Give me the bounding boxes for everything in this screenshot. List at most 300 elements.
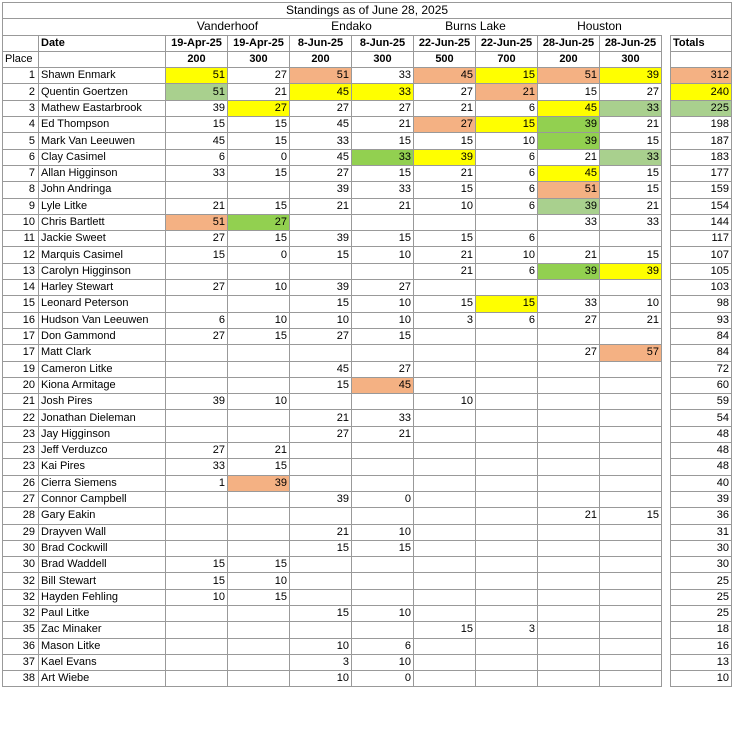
venue-row [3, 19, 732, 35]
table-row [3, 165, 732, 181]
score-cell: 10 [476, 133, 538, 149]
table-row [3, 540, 732, 556]
score-cell: 15 [166, 247, 228, 263]
distance-header: 300 [352, 51, 414, 67]
total-cell: 31 [671, 524, 732, 540]
total-cell: 107 [671, 247, 732, 263]
table-row [3, 459, 732, 475]
total-cell: 72 [671, 361, 732, 377]
score-cell: 15 [290, 296, 352, 312]
date-header: 19-Apr-25 [166, 35, 228, 51]
total-cell: 183 [671, 149, 732, 165]
table-row [3, 605, 732, 621]
score-cell: 27 [290, 328, 352, 344]
score-cell [228, 508, 290, 524]
score-cell [538, 459, 600, 475]
score-cell: 27 [352, 280, 414, 296]
score-cell [228, 540, 290, 556]
distance-header: 300 [600, 51, 662, 67]
score-cell [476, 214, 538, 230]
score-cell: 27 [228, 100, 290, 116]
score-cell: 10 [476, 247, 538, 263]
spacer-cell [662, 149, 671, 165]
place-cell: 38 [3, 671, 39, 687]
name-cell: Kai Pires [39, 459, 166, 475]
table-row [3, 312, 732, 328]
total-cell: 39 [671, 491, 732, 507]
spacer-cell [662, 508, 671, 524]
score-cell [538, 410, 600, 426]
place-cell: 21 [3, 394, 39, 410]
total-cell: 84 [671, 345, 732, 361]
place-cell: 23 [3, 426, 39, 442]
name-cell: Cierra Siemens [39, 475, 166, 491]
score-cell [538, 671, 600, 687]
distance-header: 700 [476, 51, 538, 67]
score-cell: 27 [538, 312, 600, 328]
table-row [3, 328, 732, 344]
table-row [3, 524, 732, 540]
score-cell: 10 [600, 296, 662, 312]
score-cell: 15 [352, 165, 414, 181]
score-cell: 15 [228, 328, 290, 344]
spacer-cell [662, 182, 671, 198]
name-cell: Zac Minaker [39, 622, 166, 638]
score-cell: 15 [228, 198, 290, 214]
score-cell [290, 622, 352, 638]
table-row [3, 149, 732, 165]
spacer-cell [662, 328, 671, 344]
name-cell: Mathew Eastarbrook [39, 100, 166, 116]
spacer-cell [662, 491, 671, 507]
name-cell: Jay Higginson [39, 426, 166, 442]
total-cell: 54 [671, 410, 732, 426]
score-cell [538, 328, 600, 344]
score-cell [166, 377, 228, 393]
score-cell: 10 [228, 280, 290, 296]
venue-burns-lake: Burns Lake [445, 19, 506, 34]
score-cell [352, 394, 414, 410]
place-cell: 20 [3, 377, 39, 393]
score-cell [414, 654, 476, 670]
venue-vanderhoof: Vanderhoof [196, 19, 259, 34]
place-cell: 28 [3, 508, 39, 524]
place-cell: 22 [3, 410, 39, 426]
score-cell [538, 280, 600, 296]
score-cell [600, 328, 662, 344]
totals-label: Totals [671, 35, 732, 51]
score-cell [600, 573, 662, 589]
table-row [3, 68, 732, 84]
score-cell: 33 [352, 410, 414, 426]
score-cell: 45 [290, 84, 352, 100]
score-cell [476, 410, 538, 426]
name-cell: Allan Higginson [39, 165, 166, 181]
name-cell: Bill Stewart [39, 573, 166, 589]
name-cell: Drayven Wall [39, 524, 166, 540]
score-cell: 45 [290, 149, 352, 165]
score-cell: 51 [166, 84, 228, 100]
score-cell: 15 [228, 231, 290, 247]
total-cell: 103 [671, 280, 732, 296]
score-cell [600, 540, 662, 556]
total-cell: 18 [671, 622, 732, 638]
total-cell: 30 [671, 540, 732, 556]
score-cell: 15 [600, 508, 662, 524]
score-cell: 39 [228, 475, 290, 491]
score-cell: 39 [600, 68, 662, 84]
score-cell [414, 214, 476, 230]
score-cell: 15 [352, 231, 414, 247]
place-cell: 5 [3, 133, 39, 149]
distance-header-row [3, 51, 732, 67]
score-cell [600, 605, 662, 621]
score-cell [476, 654, 538, 670]
score-cell [476, 361, 538, 377]
score-cell [166, 263, 228, 279]
score-cell [352, 475, 414, 491]
score-cell: 10 [290, 312, 352, 328]
spacer-cell [662, 263, 671, 279]
spacer-cell [662, 247, 671, 263]
name-cell: Ed Thompson [39, 117, 166, 133]
score-cell [290, 508, 352, 524]
score-cell [476, 459, 538, 475]
score-cell [352, 557, 414, 573]
score-cell [228, 361, 290, 377]
score-cell [352, 214, 414, 230]
score-cell: 33 [352, 84, 414, 100]
score-cell [538, 573, 600, 589]
name-cell: Jackie Sweet [39, 231, 166, 247]
spacer-cell [662, 84, 671, 100]
place-cell: 26 [3, 475, 39, 491]
table-row [3, 508, 732, 524]
score-cell [600, 654, 662, 670]
score-cell: 45 [414, 68, 476, 84]
total-cell: 93 [671, 312, 732, 328]
score-cell: 21 [414, 247, 476, 263]
score-cell: 33 [600, 149, 662, 165]
table-row [3, 394, 732, 410]
score-cell: 6 [476, 165, 538, 181]
date-header: 22-Jun-25 [414, 35, 476, 51]
score-cell [166, 410, 228, 426]
score-cell: 51 [290, 68, 352, 84]
score-cell [600, 557, 662, 573]
score-cell: 21 [538, 247, 600, 263]
page-title: Standings as of June 28, 2025 [3, 3, 732, 19]
place-cell: 37 [3, 654, 39, 670]
score-cell: 15 [352, 540, 414, 556]
score-cell [414, 426, 476, 442]
date-header: 8-Jun-25 [352, 35, 414, 51]
name-cell: Shawn Enmark [39, 68, 166, 84]
spacer-cell [662, 410, 671, 426]
table-row [3, 247, 732, 263]
place-cell: 13 [3, 263, 39, 279]
score-cell [166, 524, 228, 540]
score-cell [600, 231, 662, 247]
score-cell: 6 [166, 149, 228, 165]
place-cell: 15 [3, 296, 39, 312]
score-cell [600, 638, 662, 654]
score-cell: 27 [414, 84, 476, 100]
table-row [3, 198, 732, 214]
place-cell: 4 [3, 117, 39, 133]
name-cell: Paul Litke [39, 605, 166, 621]
name-cell: Marquis Casimel [39, 247, 166, 263]
score-cell [166, 540, 228, 556]
name-cell: Kael Evans [39, 654, 166, 670]
spacer-cell [662, 443, 671, 459]
venue-endako: Endako [331, 19, 372, 34]
table-row [3, 475, 732, 491]
score-cell: 1 [166, 475, 228, 491]
score-cell: 51 [538, 68, 600, 84]
score-cell [476, 557, 538, 573]
score-cell: 0 [228, 149, 290, 165]
score-cell [476, 426, 538, 442]
score-cell [290, 475, 352, 491]
total-cell: 177 [671, 165, 732, 181]
score-cell: 27 [228, 68, 290, 84]
score-cell: 21 [352, 426, 414, 442]
table-row [3, 410, 732, 426]
score-cell [538, 622, 600, 638]
name-cell: Don Gammond [39, 328, 166, 344]
score-cell [228, 377, 290, 393]
table-row [3, 491, 732, 507]
score-cell: 15 [166, 557, 228, 573]
table-row [3, 426, 732, 442]
name-cell: Quentin Goertzen [39, 84, 166, 100]
score-cell: 15 [228, 133, 290, 149]
score-cell: 15 [166, 117, 228, 133]
score-cell: 15 [352, 328, 414, 344]
score-cell [414, 280, 476, 296]
score-cell [600, 443, 662, 459]
place-cell: 17 [3, 345, 39, 361]
score-cell [414, 638, 476, 654]
spacer-cell [662, 394, 671, 410]
score-cell: 27 [166, 280, 228, 296]
table-row [3, 622, 732, 638]
score-cell: 15 [290, 247, 352, 263]
place-cell: 17 [3, 328, 39, 344]
score-cell [476, 671, 538, 687]
score-cell [228, 622, 290, 638]
date-header: 22-Jun-25 [476, 35, 538, 51]
name-cell: Leonard Peterson [39, 296, 166, 312]
place-cell: 32 [3, 589, 39, 605]
score-cell: 27 [166, 328, 228, 344]
score-cell: 15 [414, 231, 476, 247]
place-cell: 7 [3, 165, 39, 181]
score-cell [166, 671, 228, 687]
score-cell: 10 [228, 394, 290, 410]
total-cell: 84 [671, 328, 732, 344]
score-cell: 39 [166, 100, 228, 116]
spacer-cell [662, 426, 671, 442]
spacer-cell [662, 589, 671, 605]
score-cell: 21 [600, 312, 662, 328]
score-cell [166, 605, 228, 621]
spacer-cell [662, 68, 671, 84]
score-cell: 15 [476, 296, 538, 312]
table-row [3, 638, 732, 654]
score-cell: 10 [228, 573, 290, 589]
score-cell [166, 345, 228, 361]
score-cell: 10 [352, 524, 414, 540]
name-cell: Mason Litke [39, 638, 166, 654]
score-cell [538, 638, 600, 654]
score-cell [166, 296, 228, 312]
score-cell [228, 605, 290, 621]
score-cell: 51 [166, 214, 228, 230]
spacer-cell [662, 377, 671, 393]
score-cell [228, 491, 290, 507]
score-cell: 39 [538, 263, 600, 279]
score-cell: 0 [352, 671, 414, 687]
spacer-cell [662, 671, 671, 687]
score-cell: 27 [290, 426, 352, 442]
score-cell [476, 540, 538, 556]
score-cell [290, 573, 352, 589]
total-cell: 60 [671, 377, 732, 393]
score-cell: 51 [538, 182, 600, 198]
score-cell [476, 638, 538, 654]
score-cell: 10 [414, 394, 476, 410]
score-cell: 21 [290, 410, 352, 426]
score-cell: 39 [290, 491, 352, 507]
score-cell: 45 [538, 165, 600, 181]
table-row [3, 182, 732, 198]
score-cell: 21 [600, 117, 662, 133]
score-cell [538, 377, 600, 393]
score-cell [228, 296, 290, 312]
distance-header: 200 [538, 51, 600, 67]
table-row [3, 654, 732, 670]
score-cell [600, 361, 662, 377]
spacer-cell [662, 117, 671, 133]
total-cell: 48 [671, 459, 732, 475]
name-cell: Josh Pires [39, 394, 166, 410]
total-cell: 16 [671, 638, 732, 654]
score-cell [600, 377, 662, 393]
score-cell: 6 [476, 149, 538, 165]
score-cell [228, 524, 290, 540]
spacer-cell [662, 638, 671, 654]
score-cell: 15 [228, 459, 290, 475]
score-cell [166, 361, 228, 377]
name-cell: Gary Eakin [39, 508, 166, 524]
score-cell: 21 [538, 149, 600, 165]
total-cell: 25 [671, 589, 732, 605]
score-cell [476, 443, 538, 459]
spacer-cell [662, 605, 671, 621]
score-cell: 10 [166, 589, 228, 605]
table-row [3, 377, 732, 393]
place-cell: 35 [3, 622, 39, 638]
spacer-cell [662, 312, 671, 328]
score-cell [538, 475, 600, 491]
score-cell [476, 280, 538, 296]
score-cell [414, 508, 476, 524]
score-cell [538, 654, 600, 670]
score-cell: 15 [166, 573, 228, 589]
table-row [3, 557, 732, 573]
name-cell: Clay Casimel [39, 149, 166, 165]
spacer-cell [662, 345, 671, 361]
place-cell: 36 [3, 638, 39, 654]
score-cell: 21 [600, 198, 662, 214]
score-cell: 21 [290, 198, 352, 214]
score-cell: 6 [476, 100, 538, 116]
score-cell [414, 410, 476, 426]
score-cell [290, 557, 352, 573]
score-cell [476, 491, 538, 507]
name-cell: Jeff Verduzco [39, 443, 166, 459]
score-cell: 39 [414, 149, 476, 165]
score-cell [538, 231, 600, 247]
spacer-cell [662, 280, 671, 296]
score-cell [166, 182, 228, 198]
total-cell: 25 [671, 573, 732, 589]
score-cell: 15 [476, 68, 538, 84]
score-cell [352, 345, 414, 361]
score-cell: 21 [228, 84, 290, 100]
score-cell: 15 [228, 557, 290, 573]
score-cell [600, 589, 662, 605]
score-cell: 15 [476, 117, 538, 133]
total-cell: 25 [671, 605, 732, 621]
place-cell: 32 [3, 605, 39, 621]
score-cell: 15 [352, 133, 414, 149]
score-cell [290, 345, 352, 361]
score-cell: 39 [600, 263, 662, 279]
place-cell: 9 [3, 198, 39, 214]
score-cell [538, 491, 600, 507]
spacer-cell [662, 100, 671, 116]
total-cell: 144 [671, 214, 732, 230]
score-cell [414, 491, 476, 507]
score-cell [600, 459, 662, 475]
date-header: 8-Jun-25 [290, 35, 352, 51]
table-row [3, 296, 732, 312]
score-cell: 15 [600, 133, 662, 149]
date-header: 28-Jun-25 [538, 35, 600, 51]
spacer-cell [662, 475, 671, 491]
score-cell [228, 263, 290, 279]
score-cell: 15 [290, 377, 352, 393]
table-row [3, 345, 732, 361]
score-cell [290, 459, 352, 475]
score-cell: 27 [600, 84, 662, 100]
score-cell: 10 [290, 671, 352, 687]
score-cell: 33 [538, 214, 600, 230]
score-cell: 27 [228, 214, 290, 230]
spacer-cell [662, 198, 671, 214]
score-cell: 6 [476, 312, 538, 328]
score-cell: 21 [290, 524, 352, 540]
score-cell [476, 328, 538, 344]
spacer-cell [662, 214, 671, 230]
score-cell [290, 589, 352, 605]
spacer-cell [662, 524, 671, 540]
score-cell: 15 [600, 247, 662, 263]
score-cell: 3 [290, 654, 352, 670]
